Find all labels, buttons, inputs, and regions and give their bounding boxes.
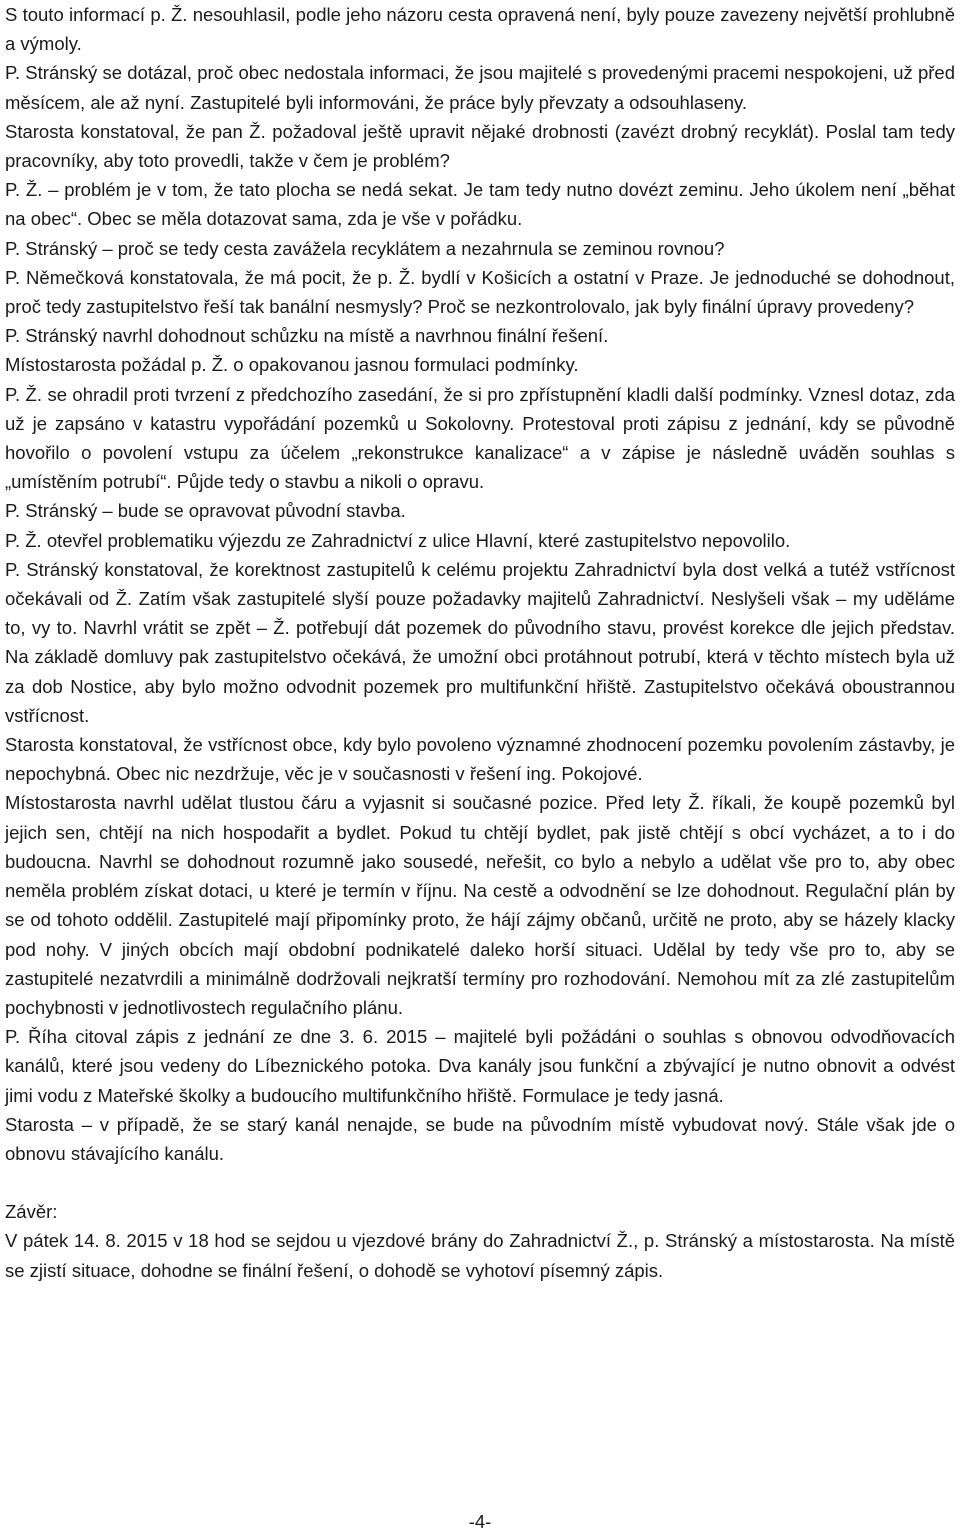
paragraph-10: P. Stránský – bude se opravovat původní stavba.: [5, 500, 406, 522]
paragraph-16: Starosta – v případě, že se starý kanál nenajde, se bude na původním místě vybudovat nový. Stále však jde o obnovu stávajícího kanálu.: [5, 1113, 955, 1164]
paragraph-12: P. Stránský konstatoval, že korektnost zastupitelů k celému projektu Zahradnictví byla dost velká a tutéž vstřícnost očekávali od Ž. Zatím však zastupitelé slyší pouze požadavky majitelů Zahradnictví. Neslyšeli však – my uděláme to, vy to. Navrhl vrátit se zpět – Ž. potřebují dát pozemek do původního stavu, provést korekce dle jejich představ. Na základě domluvy pak zastupitelstvo očekává, že umožní obci protáhnout potrubí, která v těchto místech byla už za dob Nostice, aby bylo možno odvodnit pozemek pro multifunkční hřiště. Zastupitelstvo očekává oboustrannou vstřícnost.: [5, 558, 955, 726]
paragraph-3: Starosta konstatoval, že pan Ž. požadoval ještě upravit nějaké drobnosti (zavézt drobný recyklát). Poslal tam tedy pracovníky, aby toto provedli, takže v čem je problém?: [5, 120, 955, 172]
paragraph-5: P. Stránský – proč se tedy cesta zavážela recyklátem a nezahrnula se zeminou rovnou?: [5, 237, 725, 259]
document-page: [5, 0, 955, 1285]
conclusion-text: V pátek 14. 8. 2015 v 18 hod se sejdou u vjezdové brány do Zahradnictví Ž., p. Stránský a místostarosta. Na místě se zjistí situace, dohodne se finální řešení, o dohodě se vyhotoví písemný zápis.: [5, 1230, 955, 1281]
paragraph-6: P. Němečková konstatovala, že má pocit, že p. Ž. bydlí v Košicích a ostatní v Praze. Je jednoduché se dohodnout, proč tedy zastupitelstvo řeší tak banální nesmysly? Proč se nezkontrolovalo, jak byly finální úpravy provedeny?: [5, 266, 955, 318]
paragraph-13: Starosta konstatoval, že vstřícnost obce, kdy bylo povoleno významné zhodnocení pozemku povolením zástavby, je nepochybná. Obec nic nezdržuje, věc je v současnosti v řešení ing. Pokojové.: [5, 734, 955, 785]
paragraph-1: S touto informací p. Ž. nesouhlasil, podle jeho názoru cesta opravená není, byly pouze zavezeny největší prohlubně a výmoly.: [5, 4, 955, 55]
paragraph-14: Místostarosta navrhl udělat tlustou čáru a vyjasnit si současné pozice. Před lety Ž. říkali, že koupě pozemků byl jejich sen, chtějí na nich hospodařit a bydlet. Pokud tu chtějí bydlet, pak jistě chtějí s obcí vycházet, a to i do budoucna. Navrhl se dohodnout rozumně jako sousedé, neřešit, co bylo a nebylo a udělat vše pro to, aby obec neměla problém získat dotaci, u které je termín v říjnu. Na cestě a odvodnění se lze dohodnout. Regulační plán by se od tohoto oddělil. Zastupitelé mají připomínky proto, že hájí zájmy občanů, určitě ne proto, aby se házely klacky pod nohy. V jiných obcích mají obdobní podnikatelé daleko horší situaci. Udělal by tedy vše pro to, aby se zastupitelé nezatvrdili a minimálně dodržovali nejkratší termíny pro rozhodování. Nemohou mít za zlé zastupitelům pochybnosti v jednotlivostech regulačního plánu.: [5, 792, 955, 1018]
paragraph-2: P. Stránský se dotázal, proč obec nedostala informaci, že jsou majitelé s provedenými pracemi nespokojeni, už před měsícem, ale až nyní. Zastupitelé byli informováni, že práce byly převzaty a odsouhlaseny.: [5, 62, 955, 113]
page-number: -4-: [468, 1511, 492, 1532]
paragraph-11: P. Ž. otevřel problematiku výjezdu ze Zahradnictví z ulice Hlavní, které zastupitelstvo nepovolilo.: [5, 529, 791, 551]
paragraph-15: P. Říha citoval zápis z jednání ze dne 3. 6. 2015 – majitelé byli požádáni o souhlas s obnovou odvodňovacích kanálů, které jsou vedeny do Líbeznického potoka. Dva kanály jsou funkční a zbývající je nutno obnovit a odvést jimi vodu z Mateřské školky a budoucího multifunkčního hřiště. Formulace je tedy jasná.: [5, 1026, 955, 1106]
paragraph-4: P. Ž. – problém je v tom, že tato plocha se nedá sekat. Je tam tedy nutno dovézt zeminu. Jeho úkolem není „běhat na obec“. Obec se měla dotazovat sama, zda je vše v pořádku.: [5, 179, 955, 230]
paragraph-8: Místostarosta požádal p. Ž. o opakovanou jasnou formulaci podmínky.: [5, 354, 579, 376]
conclusion-heading: Závěr:: [5, 1201, 58, 1223]
paragraph-9: P. Ž. se ohradil proti tvrzení z předchozího zasedání, že si pro zpřístupnění kladli další podmínky. Vznesl dotaz, zda už je zapsáno v katastru vypořádání pozemků u Sokolovny. Protestoval proti zápisu z jednání, kdy se původně hovořilo o povolení vstupu za účelem „rekonstrukce kanalizace“ a v zápise je následně uváděn souhlas s „umístěním potrubí“. Půjde tedy o stavbu a nikoli o opravu.: [5, 383, 955, 493]
paragraph-7: P. Stránský navrhl dohodnout schůzku na místě a navrhnou finální řešení.: [5, 325, 609, 347]
